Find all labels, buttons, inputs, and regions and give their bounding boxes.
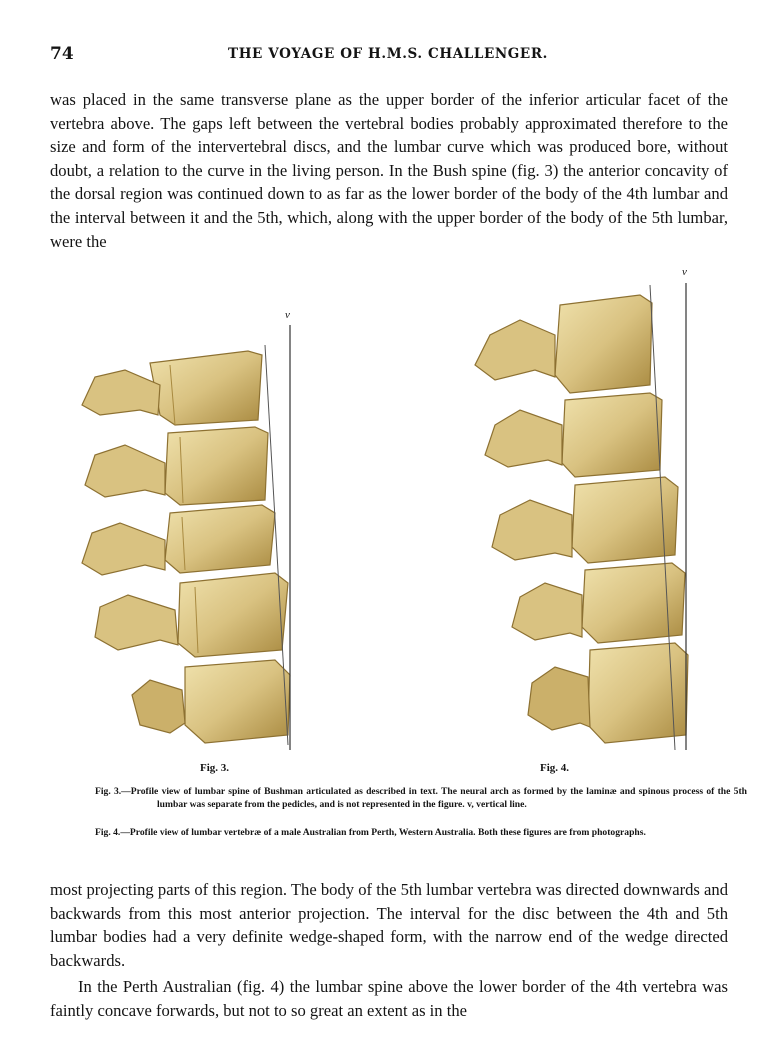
fig3-caption: Fig. 3.—Profile view of lumbar spine of Bushman articulated as described in text. The neural arch as formed by the laminæ and spinous process of the 5th lumbar was separate from the pedicles, and is not represented in the figure. v, vertical line. bbox=[95, 786, 747, 810]
fig3-vertebra-3 bbox=[82, 505, 275, 575]
fig4-spine-illustration bbox=[475, 283, 688, 750]
fig4-caption: Fig. 4.—Profile view of lumbar vertebræ of a male Australian from Perth, Western Australia. Both these figures are from photographs. bbox=[95, 827, 646, 838]
body-paragraph-bottom-1: most projecting parts of this region. The body of the 5th lumbar vertebra was directed downwards and backwards from this most anterior projection. The interval for the disc between the 4th and 5th lumbar bodies had a very definite wedge-shaped form, with the narrow end of the wedge directed backwards. bbox=[50, 880, 728, 970]
running-head: THE VOYAGE OF H.M.S. CHALLENGER. bbox=[228, 46, 548, 62]
fig3-vertical-line-label: v bbox=[285, 309, 290, 321]
spine-illustrations bbox=[0, 265, 776, 775]
fig3-vertebra-1 bbox=[82, 351, 262, 425]
body-paragraph-top: was placed in the same transverse plane as the upper border of the inferior articular facet of the vertebra above. The gaps left between the vertebral bodies probably approximated therefore to the size and form of the intervertebral discs, and the lumbar curve which was produced bore, without doubt, a relation to the curve in the living person. In the Bush spine (fig. 3) the anterior concavity of the dorsal region was continued down to as far as the lower border of the body of the 4th lumbar and the interval between it and the 5th, which, along with the upper border of the body of the 5th lumbar, were the bbox=[50, 90, 728, 251]
fig4-vertebra-1 bbox=[475, 295, 652, 393]
fig3-vertebra-2 bbox=[85, 427, 268, 505]
fig4-label: Fig. 4. bbox=[540, 762, 570, 774]
fig3-vertebra-4 bbox=[95, 573, 288, 657]
figure-plate bbox=[0, 265, 776, 775]
fig4-vertebra-3 bbox=[492, 477, 678, 563]
fig4-vertical-line-label: v bbox=[682, 266, 687, 278]
fig4-vertebra-5 bbox=[528, 643, 688, 743]
fig3-vertebra-5 bbox=[132, 660, 290, 743]
fig3-label: Fig. 3. bbox=[200, 762, 230, 774]
fig4-vertebra-4 bbox=[512, 563, 685, 643]
fig4-vertebra-2 bbox=[485, 393, 662, 477]
page-number: 74 bbox=[50, 44, 74, 64]
body-paragraph-bottom-2: In the Perth Australian (fig. 4) the lumbar spine above the lower border of the 4th vertebra was faintly concave forwards, but not to so great an extent as in the bbox=[50, 977, 728, 1020]
fig3-spine-illustration bbox=[82, 325, 290, 750]
